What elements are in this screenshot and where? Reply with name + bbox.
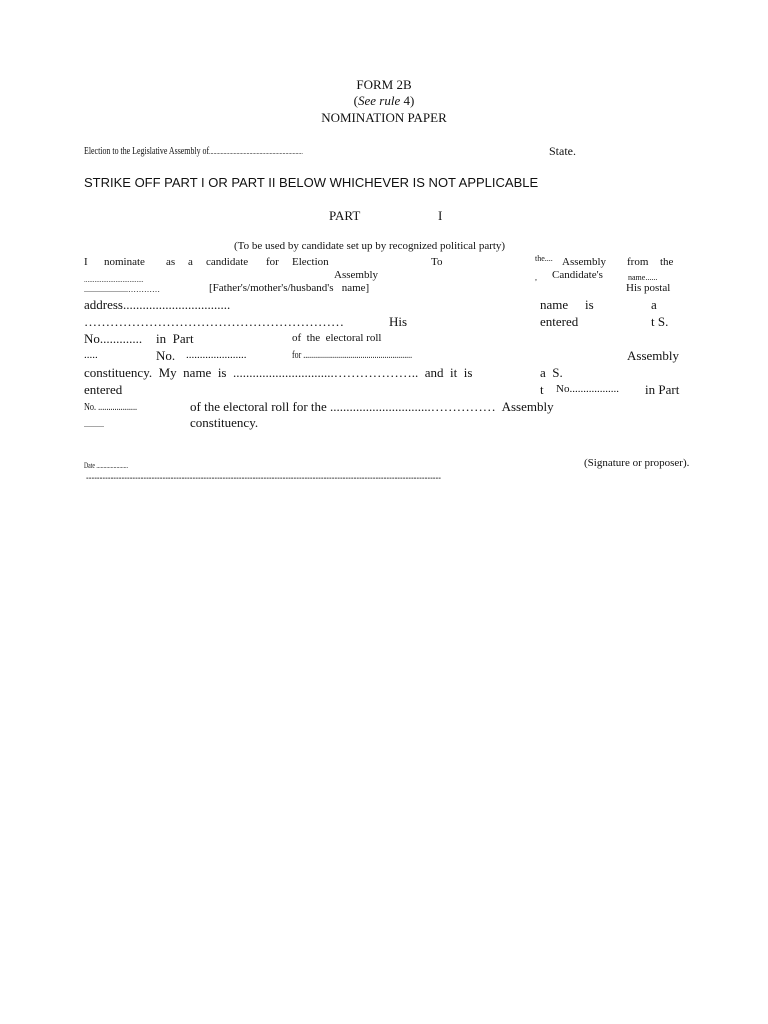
blank-dots-2: ......................…………: [84, 285, 160, 294]
election-prefix: Election to the Legislative Assembly of: [84, 145, 210, 157]
text-in-part-2: in Part: [645, 382, 680, 397]
text-assembly-top: Assembly: [562, 256, 606, 268]
state-label: State.: [549, 144, 576, 158]
part-label: PART: [329, 208, 361, 223]
text-assembly-3: Assembly: [627, 348, 679, 363]
serial-no-field-2: No..................: [556, 383, 619, 395]
date-dots: ......................: [96, 461, 128, 470]
text-election: Election: [292, 256, 329, 268]
text-from: from: [627, 256, 649, 268]
text-is: is: [585, 297, 594, 312]
text-nominate: nominate: [104, 256, 145, 268]
text-candidates: Candidate's: [552, 269, 603, 281]
text-as: as: [166, 256, 176, 268]
text-entered: entered: [540, 314, 579, 329]
text-no: No.: [156, 348, 176, 363]
date-label: Date: [84, 461, 95, 470]
text-for-2: for: [292, 349, 302, 361]
date-line: [84, 462, 128, 470]
rule-see-text: See rule: [358, 93, 401, 108]
text-of-electoral-roll: of the electoral roll: [292, 332, 382, 344]
text-tick: ,: [535, 273, 537, 282]
part-no-field-2: No. ...................: [84, 402, 138, 413]
text-name: name: [540, 297, 569, 312]
constituency-name-line: constituency. My name is ...............................……………….. and it is: [84, 365, 473, 380]
text-a-s: a S.: [540, 365, 563, 380]
text-entered-2: entered: [84, 382, 123, 397]
form-title: NOMINATION PAPER: [321, 110, 447, 125]
blank-dots-4: .....: [84, 349, 98, 361]
address-field: address.................................: [84, 297, 231, 312]
electoral-roll-line: of the electoral roll for the ...............................…………… Assembly: [190, 399, 554, 414]
constituency-field: [292, 350, 412, 361]
election-line: [84, 146, 303, 157]
constituency-dots: .......................................................: [303, 349, 413, 361]
separator-line: ----------------------------------------------------------------------------------------------------------------------------------: [86, 473, 441, 484]
text-assembly-2: Assembly: [334, 269, 378, 281]
signature-label: (Signature or proposer).: [584, 457, 690, 469]
text-in-part: in Part: [156, 331, 194, 346]
blank-dots-3: ……………………………………………………: [84, 314, 344, 329]
relation-label: [Father's/mother's/husband's name]: [209, 282, 370, 294]
election-dots: .................................................................: [209, 147, 303, 156]
text-his: His: [389, 314, 408, 329]
text-constituency: constituency.: [190, 415, 259, 430]
text-for: for: [266, 256, 279, 268]
text-ts: t S.: [651, 314, 669, 329]
blank-dots-1: ..................................: [84, 276, 144, 284]
text-his-postal: His postal: [626, 282, 671, 294]
text-to: To: [431, 256, 443, 268]
text-name-small: name......: [628, 273, 658, 282]
part-number: I: [438, 208, 443, 223]
text-the: the: [660, 256, 674, 268]
rule-open-paren: (: [353, 93, 358, 108]
text-a: a: [188, 256, 193, 268]
text-a-2: a: [651, 297, 657, 312]
text-i: I: [84, 256, 88, 268]
text-the-small: the....: [535, 254, 553, 263]
rule-number: 4): [403, 93, 415, 108]
text-t: t: [540, 382, 544, 397]
blank-dots-5: ..........: [84, 420, 104, 429]
serial-no-field: No.............: [84, 331, 143, 346]
rule-reference: [0, 94, 768, 107]
strike-off-instruction: STRIKE OFF PART I OR PART II BELOW WHICHEVER IS NOT APPLICABLE: [84, 175, 539, 190]
part-no-field: ......................: [186, 349, 247, 361]
form-number: FORM 2B: [356, 77, 412, 92]
text-candidate: candidate: [206, 256, 249, 268]
usage-note: (To be used by candidate set up by recognized political party): [234, 240, 506, 252]
